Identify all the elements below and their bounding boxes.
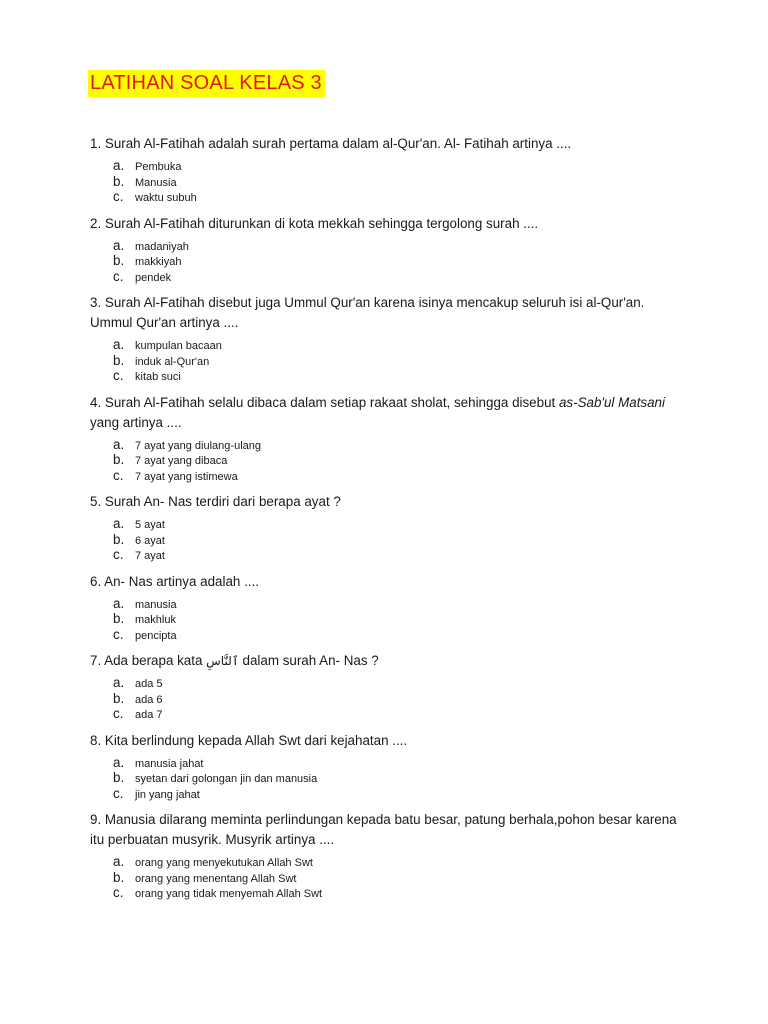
question-text-end: dalam surah An- Nas ? bbox=[238, 653, 379, 668]
option-c bbox=[113, 627, 690, 643]
option-letter: b. bbox=[113, 352, 125, 368]
option-letter: c. bbox=[113, 885, 124, 900]
option-letter: b. bbox=[113, 611, 125, 626]
option-list bbox=[90, 854, 690, 901]
question-text bbox=[90, 651, 690, 671]
option-c bbox=[113, 547, 690, 563]
option-text: pencipta bbox=[135, 629, 177, 642]
question-4 bbox=[90, 393, 690, 484]
option-text: ada 5 bbox=[135, 678, 163, 690]
option-text: 7 ayat yang istimewa bbox=[135, 470, 238, 483]
option-list bbox=[90, 675, 690, 722]
option-c bbox=[113, 885, 690, 901]
option-list bbox=[90, 238, 690, 285]
option-letter: c. bbox=[113, 626, 124, 642]
option-text: makkiyah bbox=[135, 256, 182, 268]
option-text: Manusia bbox=[135, 176, 177, 189]
option-text: orang yang tidak menyemah Allah Swt bbox=[135, 888, 323, 900]
question-text: 1. Surah Al-Fatihah adalah surah pertama dalam al-Qur'an. Al- Fatihah artinya .... bbox=[90, 136, 572, 151]
option-text: jin yang jahat bbox=[135, 788, 200, 801]
page-title: LATIHAN SOAL KELAS 3 bbox=[88, 70, 325, 97]
question-text bbox=[90, 393, 690, 433]
option-letter: b. bbox=[113, 531, 125, 547]
option-a bbox=[113, 675, 690, 691]
option-a bbox=[113, 437, 690, 453]
question-9 bbox=[90, 810, 690, 901]
question-text: 2. Surah Al-Fatihah diturunkan di kota mekkah sehingga tergolong surah .... bbox=[90, 215, 539, 231]
question-text-start: 4. Surah Al-Fatihah selalu dibaca dalam setiap rakaat sholat, sehingga disebut bbox=[90, 394, 559, 410]
question-text: 3. Surah Al-Fatihah disebut juga Ummul Qur'an karena isinya mencakup seluruh isi al-Qur'an. Ummul Qur'an artinya .... bbox=[90, 295, 645, 330]
option-a bbox=[113, 755, 690, 771]
question-text: 9. Manusia dilarang meminta perlindungan kepada batu besar, patung berhala,pohon besar karena itu perbuatan musyrik. Musyrik artinya .... bbox=[90, 812, 677, 847]
option-a bbox=[113, 596, 690, 612]
question-3 bbox=[90, 293, 690, 384]
option-b bbox=[113, 770, 690, 786]
option-letter: b. bbox=[113, 869, 125, 885]
option-b bbox=[113, 452, 690, 468]
option-text: 7 ayat yang dibaca bbox=[135, 455, 228, 467]
option-letter: a. bbox=[113, 337, 125, 352]
option-c bbox=[113, 468, 690, 484]
option-list bbox=[90, 516, 690, 563]
option-text: 7 ayat bbox=[135, 550, 165, 562]
option-letter: b. bbox=[113, 770, 125, 785]
option-text: 5 ayat bbox=[135, 519, 165, 531]
option-text: kitab suci bbox=[135, 371, 181, 383]
option-letter: a. bbox=[113, 595, 125, 611]
question-2 bbox=[90, 214, 690, 285]
option-letter: c. bbox=[113, 268, 124, 284]
question-1 bbox=[90, 134, 690, 205]
option-text: manusia bbox=[135, 598, 177, 611]
option-b bbox=[113, 532, 690, 548]
question-term-italic: as-Sab'ul Matsani bbox=[558, 394, 665, 410]
option-b bbox=[113, 870, 690, 886]
option-letter: c. bbox=[113, 547, 124, 562]
option-text: ada 7 bbox=[135, 709, 163, 721]
option-letter: c. bbox=[113, 189, 124, 204]
question-5 bbox=[90, 492, 690, 563]
option-letter: b. bbox=[113, 690, 125, 706]
question-text-start: 7. Ada berapa kata bbox=[90, 653, 207, 668]
option-c bbox=[113, 368, 690, 384]
option-a bbox=[113, 854, 690, 870]
question-text: 5. Surah An- Nas terdiri dari berapa ayat ? bbox=[90, 494, 341, 509]
option-a bbox=[113, 158, 690, 174]
option-list bbox=[90, 158, 690, 205]
option-letter: a. bbox=[113, 237, 125, 253]
question-text-end: yang artinya .... bbox=[90, 414, 182, 430]
option-letter: b. bbox=[113, 173, 125, 189]
option-a bbox=[113, 238, 690, 254]
option-text: madaniyah bbox=[135, 240, 189, 253]
option-text: ada 6 bbox=[135, 693, 163, 706]
option-text: orang yang menentang Allah Swt bbox=[135, 872, 297, 885]
option-text: manusia jahat bbox=[135, 757, 204, 770]
option-list bbox=[90, 437, 690, 484]
option-letter: a. bbox=[113, 754, 125, 770]
option-text: waktu subuh bbox=[135, 192, 197, 204]
option-letter: a. bbox=[113, 436, 125, 452]
option-letter: a. bbox=[113, 158, 125, 173]
option-letter: c. bbox=[113, 785, 124, 801]
option-a bbox=[113, 337, 690, 353]
arabic-word: ٱلنَّاسِ bbox=[206, 654, 239, 668]
option-list bbox=[90, 755, 690, 802]
option-c bbox=[113, 786, 690, 802]
option-text: Pembuka bbox=[135, 161, 182, 173]
option-text: 7 ayat yang diulang-ulang bbox=[135, 439, 261, 452]
option-b bbox=[113, 174, 690, 190]
option-c bbox=[113, 706, 690, 722]
option-letter: a. bbox=[113, 675, 125, 690]
option-text: orang yang menyekutukan Allah Swt bbox=[135, 857, 313, 869]
option-list bbox=[90, 596, 690, 643]
option-text: syetan dari golongan jin dan manusia bbox=[135, 773, 318, 785]
option-text: kumpulan bacaan bbox=[135, 340, 222, 352]
question-8 bbox=[90, 731, 690, 802]
option-list bbox=[90, 337, 690, 384]
question-list bbox=[90, 134, 690, 910]
option-b bbox=[113, 611, 690, 627]
option-letter: c. bbox=[113, 467, 124, 483]
option-letter: c. bbox=[113, 706, 124, 721]
question-text: 6. An- Nas artinya adalah .... bbox=[90, 573, 259, 589]
option-letter: a. bbox=[113, 854, 125, 869]
question-6 bbox=[90, 572, 690, 643]
option-c bbox=[113, 269, 690, 285]
option-b bbox=[113, 353, 690, 369]
option-letter: a. bbox=[113, 516, 125, 531]
option-b bbox=[113, 691, 690, 707]
option-letter: b. bbox=[113, 253, 125, 268]
option-text: induk al-Qur'an bbox=[135, 355, 210, 368]
option-text: makhluk bbox=[135, 614, 176, 626]
option-c bbox=[113, 189, 690, 205]
option-text: 6 ayat bbox=[135, 534, 165, 547]
option-text: pendek bbox=[135, 271, 172, 284]
option-a bbox=[113, 516, 690, 532]
question-7 bbox=[90, 651, 690, 722]
question-text: 8. Kita berlindung kepada Allah Swt dari kejahatan .... bbox=[90, 732, 408, 748]
option-b bbox=[113, 253, 690, 269]
option-letter: c. bbox=[113, 368, 124, 383]
option-letter: b. bbox=[113, 452, 125, 467]
